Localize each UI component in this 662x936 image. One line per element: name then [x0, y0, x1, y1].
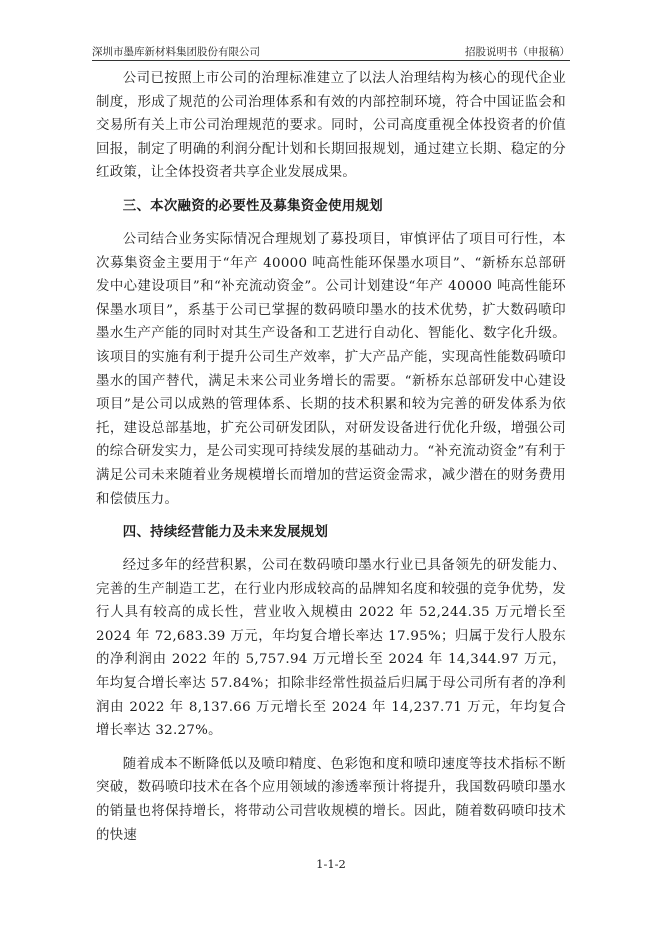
- section-heading-financing: 三、本次融资的必要性及募集资金使用规划: [122, 198, 383, 214]
- paragraph-fundraising-projects: 公司结合业务实际情况合理规划了募投项目，审慎评估了项目可行性，本次募集资金主要用于“年产 40000 吨高性能环保墨水项目”、“新桥东总部研发中心建设项目”和“补充流动资金”。公司计划建设“年产 40000 吨高性能环保墨水项目”，系基于公司已掌握的数码喷印墨水的技术优势，扩大数码喷印墨水生产产能的同时对其生产设备和工艺进行自动化、智能化、数字化升级。该项目的实施有利于提升公司生产效率，扩大产品产能，实现高性能数码喷印墨水的国产替代，满足未来公司业务增长的需要。“新桥东总部研发中心建设项目”是公司以成熟的管理体系、长期的技术积累和较为完善的研发体系为依托，建设总部基地，扩充公司研发团队，对研发设备进行优化升级，增强公司的综合研发实力，是公司实现可持续发展的基础动力。“补充流动资金”有利于满足公司未来随着业务规模增长而增加的营运资金需求，减少潜在的财务费用和偿债压力。: [96, 231, 566, 507]
- section-heading-sustainability: 四、持续经营能力及未来发展规划: [122, 525, 329, 541]
- paragraph-governance: 公司已按照上市公司的治理标准建立了以法人治理结构为核心的现代企业制度，形成了规范的公司治理体系和有效的内部控制环境，符合中国证监会和交易所有关上市公司治理规范的要求。同时，公司高度重视全体投资者的价值回报，制定了明确的利润分配计划和长期回报规划，通过建立长期、稳定的分红政策，让全体投资者共享企业发展成果。: [96, 71, 566, 181]
- paragraph-operating-results: 经过多年的经营积累，公司在数码喷印墨水行业已具备领先的研发能力、完善的生产制造工艺，在行业内形成较高的品牌知名度和较强的竞争优势，发行人具有较高的成长性，营业收入规模由 2022 年 52,244.35 万元增长至 2024 年 72,683.39 万元，年均复合增长率达 17.95%；归属于发行人股东的净利润由 2022 年的 5,757.94 万元增长至 2024 年 14,344.97 万元，年均复合增长率达 57.84%；扣除非经常性损益后归属于母公司所有者的净利润由 2022 年 8,137.66 万元增长至 2024 年 14,237.71 万元，年均复合增长率达 32.27%。: [96, 558, 566, 739]
- page-header: [92, 40, 570, 60]
- header-document-type: 招股说明书（申报稿）: [465, 46, 570, 58]
- header-company-name: 深圳市墨库新材料集团股份有限公司: [92, 46, 260, 58]
- paragraph-growth-outlook: 随着成本不断降低以及喷印精度、色彩饱和度和喷印速度等技术指标不断突破，数码喷印技术在各个应用领域的渗透率预计将提升，我国数码喷印墨水的销量也将保持增长，将带动公司营收规模的增长。因此，随着数码喷印技术的快速: [96, 756, 566, 843]
- header-divider: [92, 60, 570, 61]
- page-body: [96, 67, 566, 857]
- page-number: 1-1-2: [316, 857, 346, 871]
